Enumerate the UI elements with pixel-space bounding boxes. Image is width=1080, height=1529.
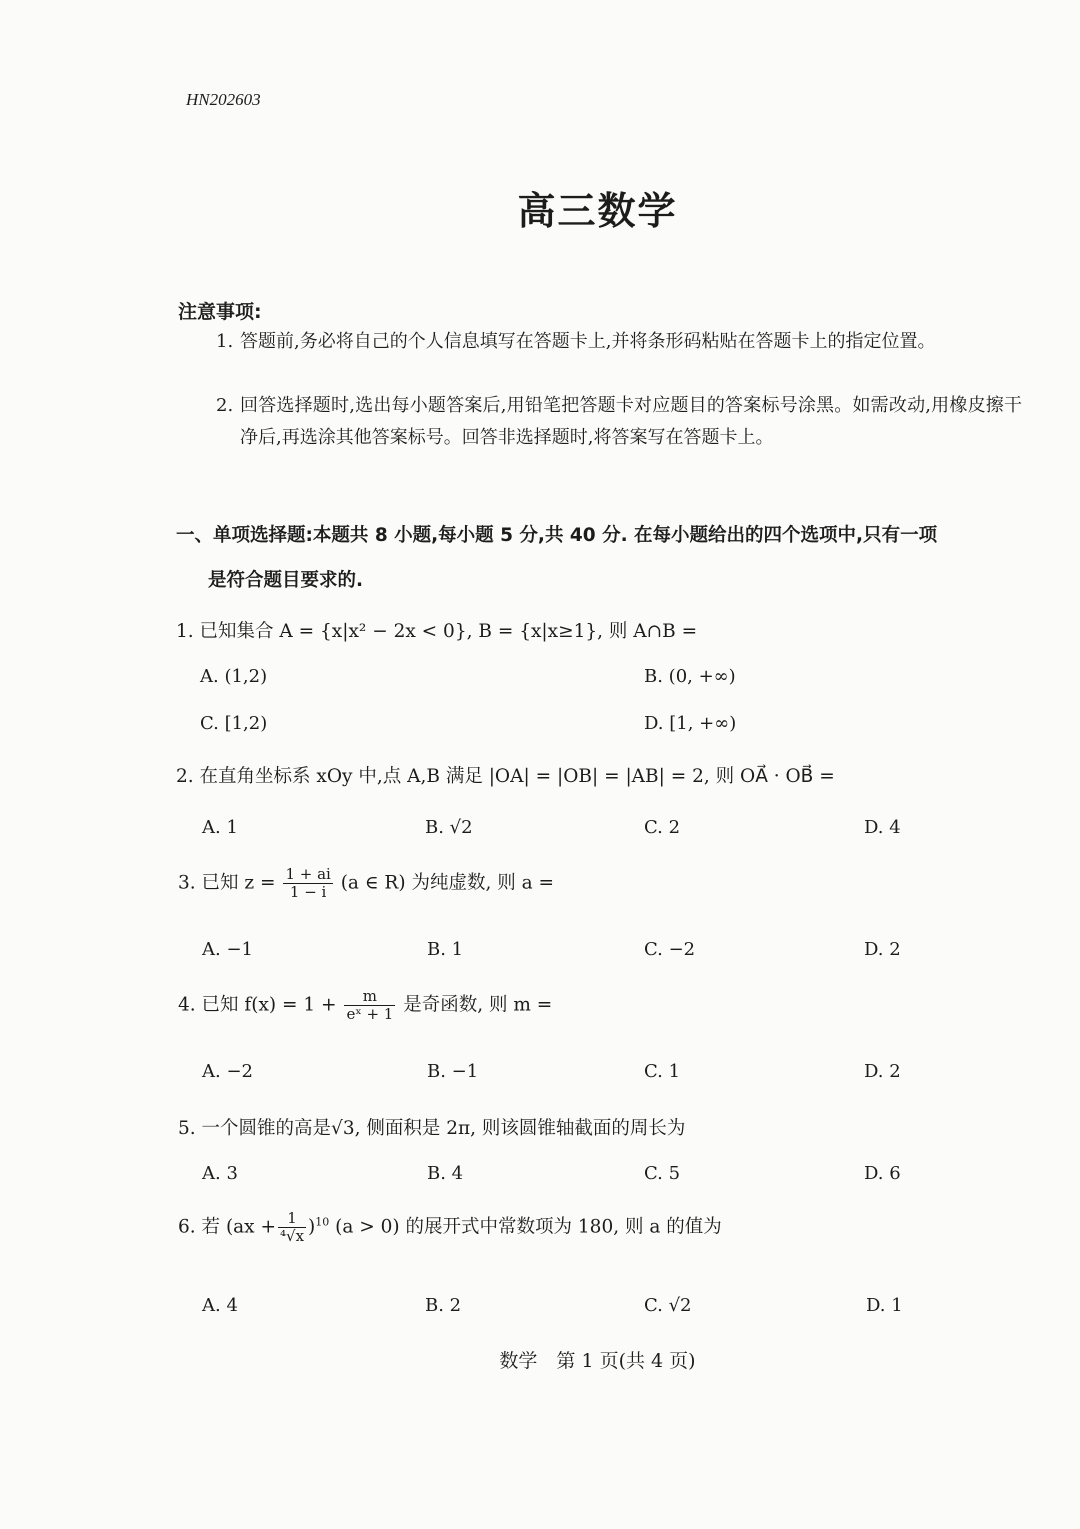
question-2-option-b: B. √2 xyxy=(425,817,473,838)
question-4-stem-prefix: 4. 已知 f(x) = 1 + xyxy=(178,994,337,1016)
fraction-numerator: 1 xyxy=(278,1210,306,1228)
question-4-stem xyxy=(178,988,552,1023)
question-5-option-d: D. 6 xyxy=(864,1163,901,1184)
question-3-stem-prefix: 3. 已知 z = xyxy=(178,872,276,894)
question-3-option-d: D. 2 xyxy=(864,939,901,960)
page-title: 高三数学 xyxy=(517,189,678,233)
question-1-option-a: A. (1,2) xyxy=(200,666,268,687)
question-1-stem: 1. 已知集合 A = {x|x² − 2x < 0}, B = {x|x≥1}, 则 A∩B = xyxy=(176,621,698,642)
question-1-option-b: B. (0, +∞) xyxy=(644,666,736,687)
fraction-numerator: 1 + ai xyxy=(285,865,331,883)
notice-heading: 注意事项: xyxy=(178,301,262,323)
question-5-option-a: A. 3 xyxy=(202,1163,238,1184)
question-2-option-c: C. 2 xyxy=(644,817,681,838)
section-line-1: 一、单项选择题:本题共 8 小题,每小题 5 分,共 40 分. 在每小题给出的四个选项中,只有一项 xyxy=(176,525,938,546)
question-6-stem-prefix: 6. 若 xyxy=(178,1216,221,1238)
question-4-fraction xyxy=(344,988,395,1023)
question-6-expr-right: ) xyxy=(308,1216,316,1238)
question-4-option-d: D. 2 xyxy=(864,1061,901,1082)
exam-code: HN202603 xyxy=(186,90,261,109)
question-3-option-b: B. 1 xyxy=(427,939,464,960)
section-heading xyxy=(176,513,1022,603)
question-1-option-d: D. [1, +∞) xyxy=(644,713,737,734)
notice-item-number: 2. xyxy=(216,395,234,416)
question-5-stem: 5. 一个圆锥的高是√3, 侧面积是 2π, 则该圆锥轴截面的周长为 xyxy=(178,1118,686,1139)
question-6-expr-left: (ax + xyxy=(225,1216,276,1238)
question-4-option-c: C. 1 xyxy=(644,1061,681,1082)
question-3-stem-suffix: (a ∈ R) 为纯虚数, 则 a = xyxy=(340,872,555,894)
question-6-option-d: D. 1 xyxy=(866,1295,903,1316)
page-footer: 数学 第 1 页(共 4 页) xyxy=(499,1350,696,1372)
question-6-stem-suffix: (a > 0) 的展开式中常数项为 180, 则 a 的值为 xyxy=(335,1216,722,1238)
question-6-fraction xyxy=(278,1210,306,1245)
question-4-stem-suffix: 是奇函数, 则 m = xyxy=(403,994,553,1016)
notice-item-text: 回答选择题时,选出每小题答案后,用铅笔把答题卡对应题目的答案标号涂黑。如需改动,用橡皮擦干净后,再选涂其他答案标号。回答非选择题时,将答案写在答题卡上。 xyxy=(240,395,1022,448)
question-3-option-c: C. −2 xyxy=(644,939,696,960)
section-line-2: 是符合题目要求的. xyxy=(208,570,364,591)
question-6-exponent: 10 xyxy=(315,1215,330,1229)
question-3-fraction xyxy=(283,866,332,901)
question-2-option-a: A. 1 xyxy=(202,817,238,838)
fraction-numerator: m xyxy=(344,988,395,1006)
notice-item-text: 答题前,务必将自己的个人信息填写在答题卡上,并将条形码粘贴在答题卡上的指定位置。 xyxy=(240,331,936,352)
notice-item-1 xyxy=(216,326,1022,358)
notice-item-number: 1. xyxy=(216,331,234,352)
fraction-denominator: eˣ + 1 xyxy=(346,1005,394,1023)
fraction-denominator: 1 − i xyxy=(289,883,327,901)
question-2-option-d: D. 4 xyxy=(864,817,901,838)
question-5-option-c: C. 5 xyxy=(644,1163,681,1184)
question-5-option-b: B. 4 xyxy=(427,1163,464,1184)
question-6-option-c: C. √2 xyxy=(644,1295,692,1316)
notice-item-2 xyxy=(216,390,1022,454)
question-6-stem xyxy=(178,1210,722,1245)
question-4-option-a: A. −2 xyxy=(202,1061,253,1082)
question-3-option-a: A. −1 xyxy=(202,939,253,960)
question-1-option-c: C. [1,2) xyxy=(200,713,268,734)
question-6-option-a: A. 4 xyxy=(202,1295,238,1316)
question-2-stem: 2. 在直角坐标系 xOy 中,点 A,B 满足 |OA| = |OB| = |AB| = 2, 则 OA⃗ · OB⃗ = xyxy=(176,766,835,787)
question-4-option-b: B. −1 xyxy=(427,1061,479,1082)
question-6-option-b: B. 2 xyxy=(425,1295,462,1316)
fraction-denominator: ⁴√x xyxy=(280,1227,305,1245)
question-3-stem xyxy=(178,866,554,901)
